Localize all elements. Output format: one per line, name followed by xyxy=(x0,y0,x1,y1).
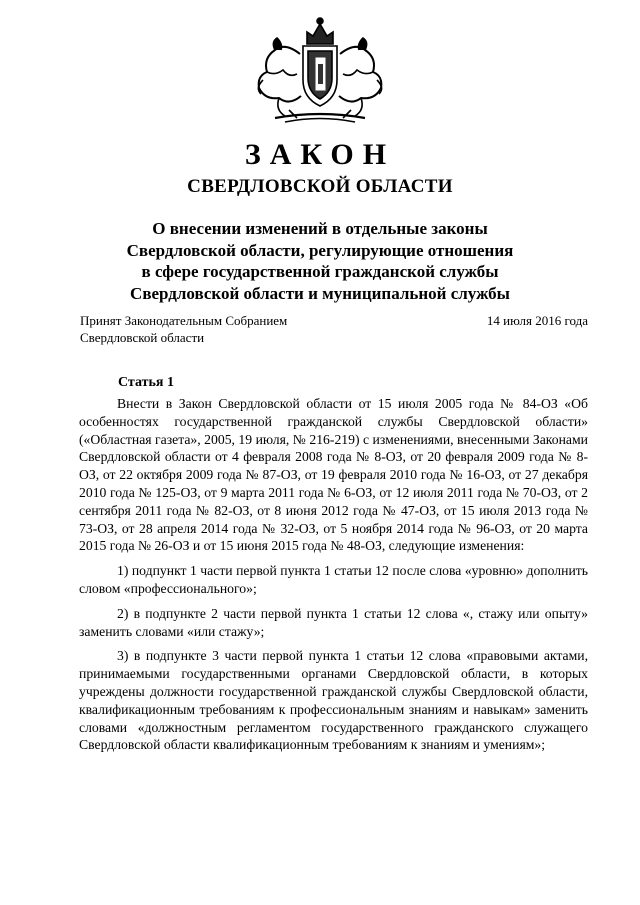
article-paragraph: 2) в подпункте 2 части первой пункта 1 статьи 12 слова «, стажу или опыту» заменить словами «или стажу»; xyxy=(79,605,588,639)
law-title-line: Свердловской области, регулирующие отношения xyxy=(126,240,514,260)
adoption-date: 14 июля 2016 года xyxy=(486,313,588,328)
article-paragraph: Внести в Закон Свердловской области от 15 июля 2005 года № 84-ОЗ «Об особенностях государственной гражданской службы Свердловской области» («Областная газета», 2005, 19 июля, № 216-219) с изменениями, внесенными Законами Свердловской области от 4 февраля 2008 года № 8-ОЗ, от 20 февраля 2009 года № 8-ОЗ, от 22 октября 2009 года № 87-ОЗ, от 19 февраля 2010 года № 16-ОЗ, от 27 декабря 2010 года № 125-ОЗ, от 9 марта 2011 года № 6-ОЗ, от 12 июля 2011 года № 70-ОЗ, от 2 сентября 2011 года № 82-ОЗ, от 8 июня 2012 года № 47-ОЗ, от 15 июля 2013 года № 73-ОЗ, от 28 апреля 2014 года № 32-ОЗ, от 5 ноября 2014 года № 96-ОЗ, от 20 марта 2015 года № 26-ОЗ и от 15 июня 2015 года № 48-ОЗ, следующие изменения: xyxy=(79,396,588,554)
article-heading: Статья 1 xyxy=(118,375,174,390)
law-title xyxy=(0,218,640,304)
coat-of-arms-emblem xyxy=(245,14,395,129)
law-title-line: Свердловской области и муниципальной службы xyxy=(130,283,510,303)
article-paragraph: 3) в подпункте 3 части первой пункта 1 статьи 12 слова «правовыми актами, принимаемыми государственными органами Свердловской области, в которых учреждены должности государственной гражданской службы Свердловской области, квалификационным требованиям к профессиональным знаниям и навыкам» заменить словами «должностным регламентом государственного гражданского служащего Свердловской области квалификационным требованиям к знаниям и умениям»; xyxy=(79,648,588,753)
region-heading: СВЕРДЛОВСКОЙ ОБЛАСТИ xyxy=(187,176,453,197)
adoption-line: Принят Законодательным Собранием xyxy=(80,313,288,328)
article-body xyxy=(79,395,588,761)
article-paragraph: 1) подпункт 1 части первой пункта 1 статьи 12 после слова «уровню» дополнить словом «профессионального»; xyxy=(79,563,588,596)
adoption-body xyxy=(80,312,287,346)
adoption-line: Свердловской области xyxy=(80,330,205,345)
document-type-heading: ЗАКОН xyxy=(244,138,396,171)
law-title-line: в сфере государственной гражданской службы xyxy=(141,262,499,281)
law-title-line: О внесении изменений в отдельные законы xyxy=(152,219,488,238)
